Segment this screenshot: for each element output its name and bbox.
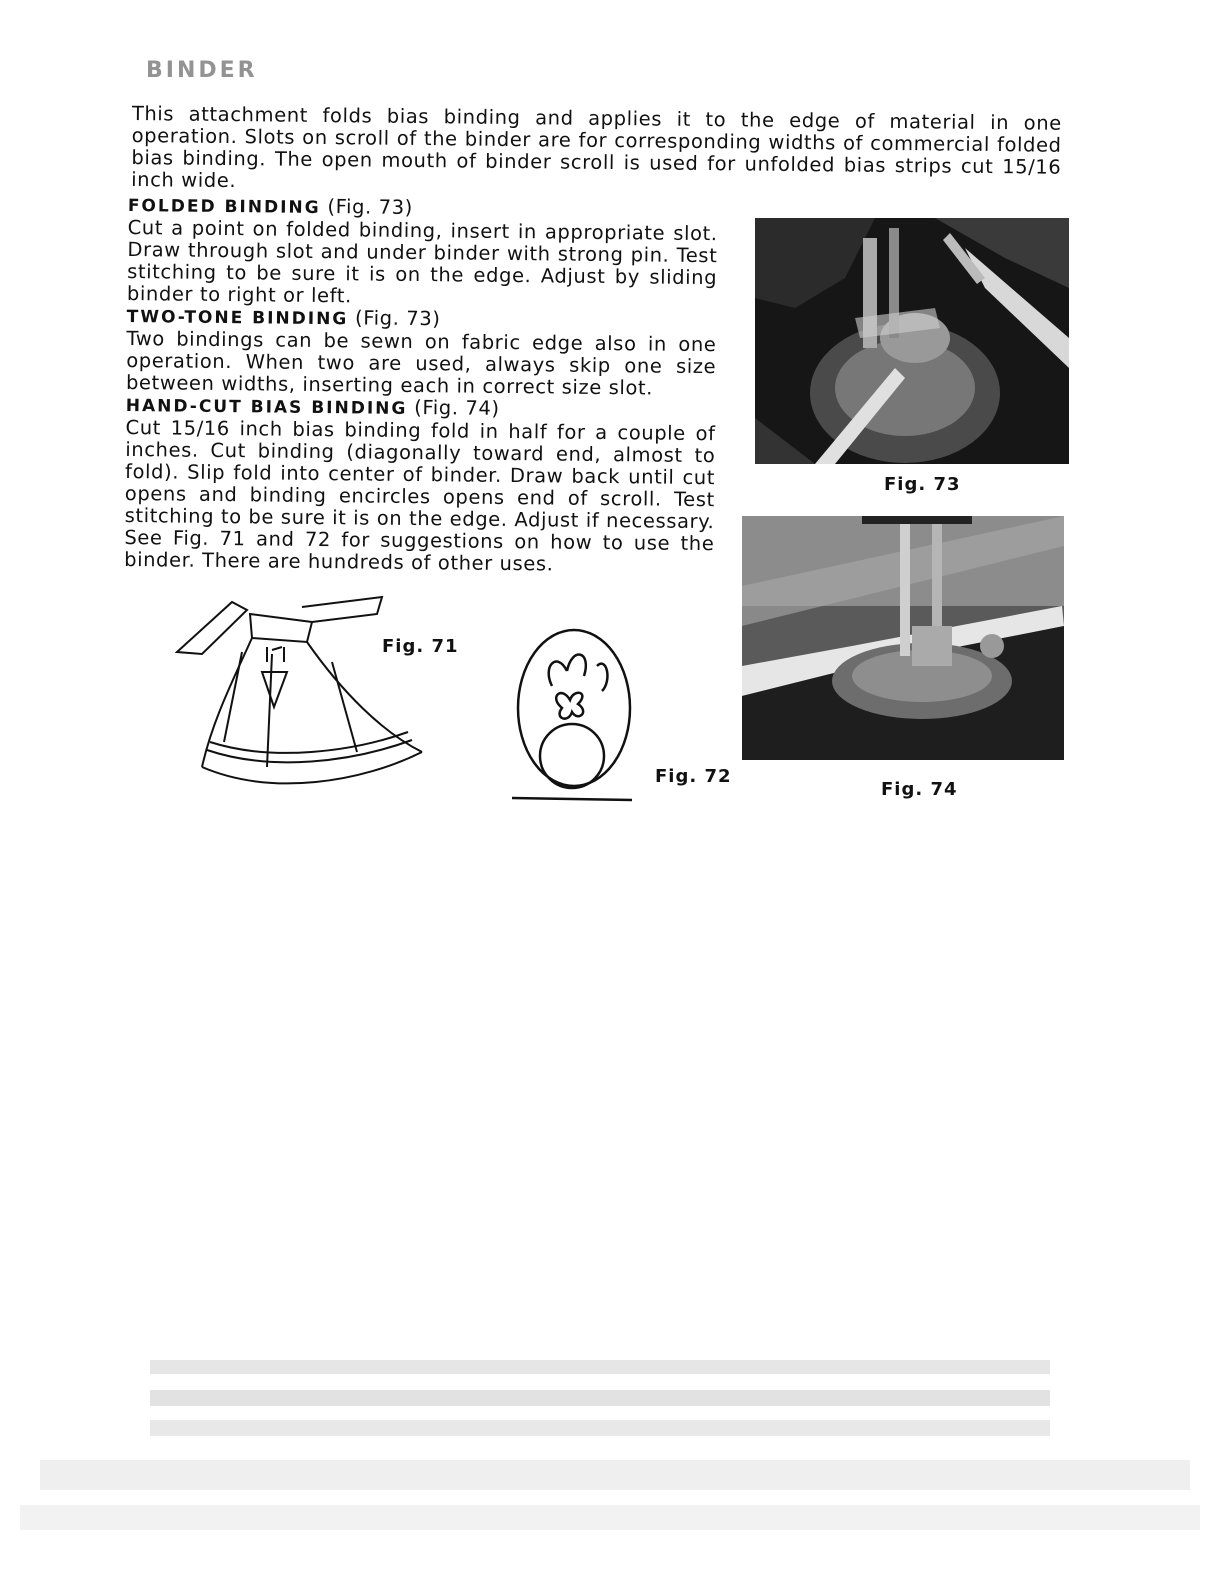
fig-74-caption: Fig. 74 bbox=[881, 779, 958, 800]
bleed-through-texture bbox=[0, 1320, 1224, 1584]
fig-71-apron-drawing bbox=[172, 592, 432, 802]
folded-binding-text: Cut a point on folded binding, insert in appropriate slot. Draw through slot and under binder with strong pin. Test stitching to be sure it is on the edge. Adjust by sliding binder to right or left. bbox=[126, 215, 718, 308]
see-also-text: See Fig. 71 and 72 for suggestions on how to use the binder. There are hundreds of other uses. bbox=[124, 525, 715, 576]
fig-73-caption: Fig. 73 bbox=[884, 474, 961, 495]
fig-71-caption: Fig. 71 bbox=[382, 636, 459, 657]
hand-cut-text: Cut 15/16 inch bias binding fold in half for a couple of inches. Cut binding (diagonally toward end, almost to fold). Slip fold into center of binder. Draw back until cut opens and binding encircles opens end of scroll. Test stitching to be sure it is on the edge. Adjust if necessary. bbox=[124, 415, 716, 534]
hand-cut-heading: HAND-CUT BIAS BINDING bbox=[125, 395, 408, 419]
two-tone-text: Two bindings can be sewn on fabric edge also in one operation. When two are used, always skip one size between widths, inserting each in correct size slot. bbox=[125, 326, 717, 400]
hand-cut-ref: (Fig. 74) bbox=[407, 395, 500, 420]
folded-binding-heading: FOLDED BINDING bbox=[127, 195, 321, 219]
two-tone-heading: TWO-TONE BINDING bbox=[126, 306, 349, 330]
intro-paragraph: This attachment folds bias binding and applies it to the edge of material in one operation. Slots on scroll of the binder are for corresponding widths of commercial folded bias binding. The open mouth of binder scroll is used for unfolded bias strips cut 15/16 inch wide. bbox=[131, 102, 1062, 193]
hand-cut-section bbox=[125, 394, 716, 533]
instructions-column bbox=[124, 194, 718, 577]
fig-72-caption: Fig. 72 bbox=[655, 766, 732, 787]
fig-74-photo bbox=[742, 516, 1064, 760]
folded-binding-ref: (Fig. 73) bbox=[320, 195, 413, 219]
section-title: BINDER bbox=[146, 58, 258, 83]
fig-72-pocket-drawing bbox=[512, 626, 637, 804]
two-tone-ref: (Fig. 73) bbox=[348, 306, 441, 331]
fig-73-photo bbox=[755, 218, 1069, 464]
two-tone-section bbox=[126, 305, 717, 400]
folded-binding-section bbox=[127, 194, 718, 311]
